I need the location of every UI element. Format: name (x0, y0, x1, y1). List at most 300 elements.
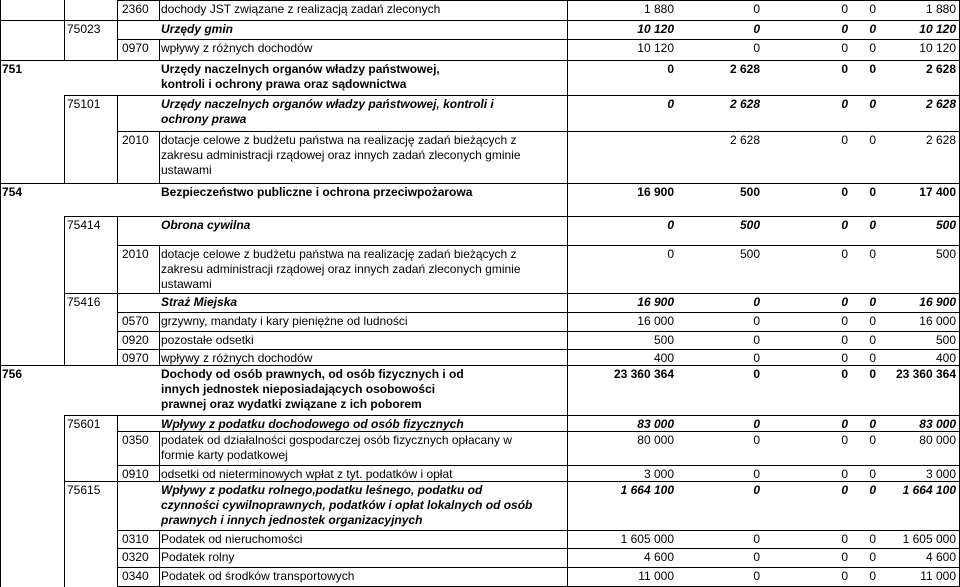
table-row (0, 415, 960, 431)
cell-dzial (0, 20, 62, 39)
column-line (567, 39, 568, 60)
column-line (0, 293, 1, 312)
table-row (0, 60, 960, 95)
cell-name: grzywny, mandaty i kary pieniężne od ludności (161, 314, 408, 328)
column-line (567, 331, 568, 349)
column-line (0, 39, 1, 60)
column-line (117, 216, 118, 245)
cell-dzial (0, 95, 62, 131)
cell-paragraf (120, 216, 158, 245)
column-line (64, 415, 65, 431)
cell-value-2: 0 (753, 2, 760, 16)
cell-value-4: 0 (869, 185, 876, 199)
column-line (159, 548, 160, 567)
column-line (64, 20, 65, 39)
cell-value-5: 11 000 (920, 569, 956, 583)
cell-name: Podatek od środków transportowych (161, 569, 355, 583)
column-line (0, 60, 1, 95)
cell-paragraf: 2010 (122, 133, 149, 147)
cell-paragraf: 0970 (122, 351, 149, 365)
cell-dzial (0, 312, 62, 331)
column-line (64, 431, 65, 465)
cell-value-4: 0 (869, 2, 876, 16)
cell-value-1: 400 (653, 351, 674, 365)
cell-value-1: 10 120 (637, 22, 674, 36)
cell-value-4: 0 (869, 550, 876, 564)
cell-value-1 (568, 131, 678, 183)
cell-value-4: 0 (869, 133, 876, 147)
table-row (0, 431, 960, 465)
column-line (64, 481, 65, 530)
cell-value-3: 0 (841, 41, 848, 55)
cell-value-4: 0 (869, 467, 876, 481)
column-line (159, 39, 160, 60)
cell-dzial: 751 (2, 62, 23, 76)
cell-value-2: 0 (753, 367, 760, 381)
cell-value-2: 500 (739, 247, 760, 261)
cell-value-5: 10 120 (919, 22, 956, 36)
cell-value-3: 0 (841, 97, 848, 111)
cell-value-2: 0 (753, 333, 760, 347)
column-line (64, 548, 65, 567)
cell-rozdzial (64, 0, 119, 20)
cell-paragraf (120, 183, 158, 216)
column-line (567, 481, 568, 530)
column-line (0, 20, 1, 39)
column-line (64, 349, 65, 365)
column-line (567, 567, 568, 587)
cell-value-4: 0 (869, 295, 876, 309)
column-line (159, 131, 160, 183)
column-line (117, 20, 118, 39)
cell-value-3: 0 (841, 417, 848, 431)
cell-paragraf: 0340 (122, 569, 149, 583)
column-line (64, 293, 65, 312)
table-row (0, 216, 960, 245)
cell-value-3: 0 (841, 218, 848, 232)
cell-value-3: 0 (841, 433, 848, 447)
table-row (0, 183, 960, 216)
column-line (159, 0, 160, 20)
column-line (567, 0, 568, 20)
cell-name: pozostałe odsetki (161, 333, 254, 347)
column-line (117, 245, 118, 293)
cell-rozdzial (64, 567, 119, 587)
cell-value-1: 1 664 100 (620, 483, 674, 497)
column-line (567, 245, 568, 293)
cell-name: Podatek od nieruchomości (161, 532, 303, 546)
cell-name: Bezpieczeństwo publiczne i ochrona przeciwpożarowa (161, 185, 473, 199)
column-line (159, 312, 160, 331)
column-line (0, 131, 1, 183)
cell-value-3: 0 (841, 247, 848, 261)
cell-value-2: 0 (753, 351, 760, 365)
cell-paragraf (120, 20, 158, 39)
cell-value-2: 500 (739, 185, 760, 199)
column-line (0, 530, 1, 548)
column-line (64, 331, 65, 349)
cell-dzial (0, 131, 62, 183)
column-line (567, 183, 568, 216)
cell-paragraf (120, 481, 158, 530)
cell-rozdzial (64, 530, 119, 548)
cell-rozdzial (64, 39, 119, 60)
column-line (567, 548, 568, 567)
cell-rozdzial (64, 331, 119, 349)
column-line (64, 39, 65, 60)
column-line (117, 465, 118, 481)
column-line (159, 530, 160, 548)
cell-rozdzial (64, 245, 119, 293)
cell-dzial (0, 431, 62, 465)
cell-value-1: 10 120 (637, 41, 674, 55)
cell-value-5: 3 000 (925, 467, 956, 481)
table-row (0, 293, 960, 312)
cell-value-3: 0 (841, 185, 848, 199)
column-line (0, 465, 1, 481)
column-line (0, 95, 1, 131)
cell-paragraf: 0350 (122, 433, 149, 447)
cell-value-2: 0 (753, 314, 760, 328)
cell-value-2: 2 628 (729, 62, 760, 76)
cell-value-4: 0 (869, 367, 876, 381)
cell-value-3: 0 (841, 483, 848, 497)
column-line (117, 331, 118, 349)
column-line (0, 365, 1, 415)
column-line (0, 245, 1, 293)
cell-value-3: 0 (841, 62, 848, 76)
cell-value-3: 0 (841, 550, 848, 564)
cell-value-3: 0 (841, 467, 848, 481)
cell-value-4: 0 (869, 532, 876, 546)
cell-value-1: 3 000 (643, 467, 674, 481)
column-line (567, 415, 568, 431)
cell-value-4: 0 (869, 218, 876, 232)
cell-value-1: 23 360 364 (613, 367, 674, 381)
cell-rozdzial (64, 183, 119, 216)
column-line (567, 312, 568, 331)
cell-value-2: 0 (753, 532, 760, 546)
cell-name: Straż Miejska (161, 295, 238, 309)
cell-paragraf: 0910 (122, 467, 149, 481)
cell-name: Dochody od osób prawnych, od osób fizycznych i od innych jednostek nieposiadających osobowości prawnej oraz wydatki związane z ich poborem (161, 367, 464, 411)
cell-paragraf (120, 293, 158, 312)
cell-value-5: 80 000 (919, 433, 956, 447)
cell-value-3: 0 (841, 314, 848, 328)
column-line (0, 216, 1, 245)
column-line (117, 349, 118, 365)
cell-value-4: 0 (869, 22, 876, 36)
cell-value-3: 0 (841, 367, 848, 381)
cell-value-3: 0 (841, 295, 848, 309)
cell-rozdzial: 75023 (67, 22, 101, 36)
column-line (567, 431, 568, 465)
cell-name: podatek od działalności gospodarczej osób fizycznych opłacany w formie karty podatkowej (161, 433, 512, 462)
column-line (567, 20, 568, 39)
column-line (159, 331, 160, 349)
table-row (0, 312, 960, 331)
cell-name: Urzędy gmin (161, 22, 234, 36)
cell-value-2: 500 (739, 218, 760, 232)
column-line (567, 530, 568, 548)
cell-value-1: 16 900 (637, 185, 674, 199)
cell-value-3: 0 (841, 569, 848, 583)
cell-rozdzial (64, 131, 119, 183)
column-line (159, 465, 160, 481)
cell-dzial (0, 216, 62, 245)
cell-name: dochody JST związane z realizacją zadań zleconych (161, 2, 441, 16)
column-line (0, 0, 1, 20)
table-row (0, 0, 960, 20)
cell-paragraf: 0320 (122, 550, 149, 564)
column-line (117, 415, 118, 431)
column-line (117, 567, 118, 587)
column-line (0, 183, 1, 216)
cell-value-4: 0 (869, 333, 876, 347)
cell-value-2: 0 (753, 467, 760, 481)
cell-value-4: 0 (869, 483, 876, 497)
cell-paragraf (120, 365, 158, 415)
column-line (0, 431, 1, 465)
column-line (64, 465, 65, 481)
column-line (0, 415, 1, 431)
cell-value-1: 1 605 000 (620, 532, 674, 546)
cell-value-4: 0 (869, 351, 876, 365)
cell-value-5: 1 605 000 (902, 532, 956, 546)
cell-value-5: 1 880 (925, 2, 956, 16)
column-line (117, 431, 118, 465)
cell-dzial (0, 293, 62, 312)
table-row (0, 349, 960, 365)
cell-rozdzial: 75414 (67, 218, 101, 232)
cell-dzial (0, 0, 62, 20)
cell-value-5: 500 (935, 218, 956, 232)
cell-rozdzial: 75601 (67, 417, 101, 431)
cell-value-2: 2 628 (729, 133, 760, 147)
cell-paragraf: 2010 (122, 247, 149, 261)
column-line (64, 312, 65, 331)
column-line (117, 530, 118, 548)
column-line (0, 312, 1, 331)
cell-name: Wpływy z podatku dochodowego od osób fizycznych (161, 417, 464, 431)
table-row (0, 20, 960, 39)
cell-rozdzial (64, 349, 119, 365)
cell-name: dotacje celowe z budżetu państwa na realizację zadań bieżących z zakresu administracji rządowej oraz innych zadań zleconych gminie ustawami (161, 133, 521, 177)
column-line (0, 331, 1, 349)
column-line (117, 293, 118, 312)
cell-rozdzial: 75416 (67, 295, 101, 309)
table-row (0, 95, 960, 131)
column-line (64, 245, 65, 293)
cell-dzial (0, 415, 62, 431)
cell-value-5: 2 628 (925, 133, 956, 147)
cell-value-1: 1 880 (643, 2, 674, 16)
table-row (0, 530, 960, 548)
cell-dzial (0, 331, 62, 349)
cell-dzial (0, 465, 62, 481)
cell-value-4: 0 (869, 62, 876, 76)
cell-name: dotacje celowe z budżetu państwa na realizację zadań bieżących z zakresu administracji rządowej oraz innych zadań zleconych gminie ustawami (161, 247, 521, 291)
cell-value-2: 0 (753, 22, 760, 36)
cell-value-5: 2 628 (925, 62, 956, 76)
table-row (0, 465, 960, 481)
column-line (567, 60, 568, 95)
cell-value-2: 0 (753, 483, 760, 497)
cell-value-4: 0 (869, 569, 876, 583)
cell-value-5: 1 664 100 (902, 483, 956, 497)
cell-value-3: 0 (841, 333, 848, 347)
cell-name: Urzędy naczelnych organów władzy państwowej, kontroli i ochrony prawa oraz sądownictwa (161, 62, 440, 91)
cell-dzial (0, 548, 62, 567)
column-line (117, 312, 118, 331)
cell-value-3: 0 (841, 133, 848, 147)
cell-value-3: 0 (841, 22, 848, 36)
cell-value-2: 0 (753, 433, 760, 447)
cell-value-1: 4 600 (643, 550, 674, 564)
cell-rozdzial (64, 312, 119, 331)
cell-dzial: 754 (2, 185, 23, 199)
cell-value-4: 0 (869, 41, 876, 55)
cell-paragraf: 0310 (122, 532, 149, 546)
column-line (117, 548, 118, 567)
cell-value-2: 0 (753, 550, 760, 564)
cell-value-5: 17 400 (919, 185, 956, 199)
column-line (159, 245, 160, 293)
cell-value-1: 0 (667, 97, 674, 111)
cell-value-5: 16 000 (919, 314, 956, 328)
cell-paragraf (120, 60, 158, 95)
column-line (117, 95, 118, 131)
cell-dzial (0, 530, 62, 548)
table-row (0, 567, 960, 587)
column-line (567, 293, 568, 312)
table-row (0, 131, 960, 183)
table-row (0, 245, 960, 293)
cell-value-1: 83 000 (637, 417, 674, 431)
column-line (159, 349, 160, 365)
column-line (64, 567, 65, 587)
cell-value-5: 10 120 (919, 41, 956, 55)
cell-value-5: 2 628 (925, 97, 956, 111)
column-line (117, 39, 118, 60)
cell-rozdzial (64, 431, 119, 465)
cell-value-3: 0 (841, 351, 848, 365)
cell-value-5: 23 360 364 (895, 367, 956, 381)
cell-value-5: 4 600 (925, 550, 956, 564)
column-line (567, 465, 568, 481)
cell-dzial (0, 245, 62, 293)
cell-value-4: 0 (869, 433, 876, 447)
cell-name: Urzędy naczelnych organów władzy państwowej, kontroli i ochrony prawa (161, 97, 494, 126)
cell-value-1: 0 (667, 247, 674, 261)
cell-value-2: 0 (753, 295, 760, 309)
column-line (0, 481, 1, 530)
table-row (0, 548, 960, 567)
cell-dzial (0, 349, 62, 365)
cell-value-1: 11 000 (638, 569, 674, 583)
column-line (567, 365, 568, 415)
cell-dzial (0, 39, 62, 60)
cell-value-1: 0 (667, 62, 674, 76)
cell-value-1: 16 900 (637, 295, 674, 309)
cell-value-5: 500 (935, 333, 956, 347)
cell-name: Wpływy z podatku rolnego,podatku leśnego, podatku od czynności cywilnoprawnych, podatków i opłat lokalnych od osób prawnych i innych jednostek organizacyjnych (161, 483, 533, 527)
column-line (0, 567, 1, 587)
cell-paragraf: 0920 (122, 333, 149, 347)
column-line (64, 216, 65, 245)
column-line (0, 349, 1, 365)
cell-rozdzial: 75615 (67, 483, 101, 497)
cell-value-5: 500 (935, 247, 956, 261)
column-line (117, 481, 118, 530)
cell-value-1: 16 000 (637, 314, 674, 328)
cell-rozdzial (64, 465, 119, 481)
cell-value-1: 0 (667, 218, 674, 232)
column-line (117, 131, 118, 183)
cell-dzial: 756 (2, 367, 23, 381)
cell-value-5: 16 900 (919, 295, 956, 309)
cell-value-1: 80 000 (637, 433, 674, 447)
cell-value-2: 0 (753, 569, 760, 583)
cell-paragraf (120, 415, 158, 431)
cell-value-4: 0 (869, 314, 876, 328)
column-line (64, 95, 65, 131)
cell-paragraf: 0970 (122, 41, 149, 55)
cell-value-4: 0 (869, 247, 876, 261)
column-line (0, 548, 1, 567)
cell-dzial (0, 567, 62, 587)
table-row (0, 331, 960, 349)
cell-value-3: 0 (841, 2, 848, 16)
cell-rozdzial (64, 365, 119, 415)
cell-name: Podatek rolny (161, 550, 235, 564)
table-row (0, 365, 960, 415)
cell-value-1: 500 (653, 333, 674, 347)
cell-value-4: 0 (869, 417, 876, 431)
cell-paragraf (120, 95, 158, 131)
column-line (117, 0, 118, 20)
column-line (64, 131, 65, 183)
cell-value-4: 0 (869, 97, 876, 111)
column-line (567, 95, 568, 131)
column-line (159, 431, 160, 465)
column-line (567, 349, 568, 365)
cell-dzial (0, 481, 62, 530)
cell-paragraf: 2360 (122, 2, 149, 16)
table-row (0, 481, 960, 530)
cell-rozdzial: 75101 (67, 97, 101, 111)
column-line (64, 0, 65, 20)
cell-value-2: 2 628 (729, 97, 760, 111)
cell-name: Obrona cywilna (161, 218, 251, 232)
column-line (567, 131, 568, 183)
column-line (567, 216, 568, 245)
cell-value-5: 400 (935, 351, 956, 365)
cell-name: wpływy z różnych dochodów (161, 41, 313, 55)
cell-rozdzial (64, 548, 119, 567)
table-row (0, 39, 960, 60)
cell-rozdzial (64, 60, 119, 95)
cell-value-2: 0 (753, 41, 760, 55)
cell-value-2: 0 (753, 417, 760, 431)
cell-name: odsetki od nieterminowych wpłat z tyt. podatków i opłat (161, 467, 453, 481)
column-line (64, 530, 65, 548)
cell-value-3: 0 (841, 532, 848, 546)
cell-value-5: 83 000 (919, 417, 956, 431)
cell-paragraf: 0570 (122, 314, 149, 328)
column-line (159, 567, 160, 587)
cell-name: wpływy z różnych dochodów (161, 351, 313, 365)
